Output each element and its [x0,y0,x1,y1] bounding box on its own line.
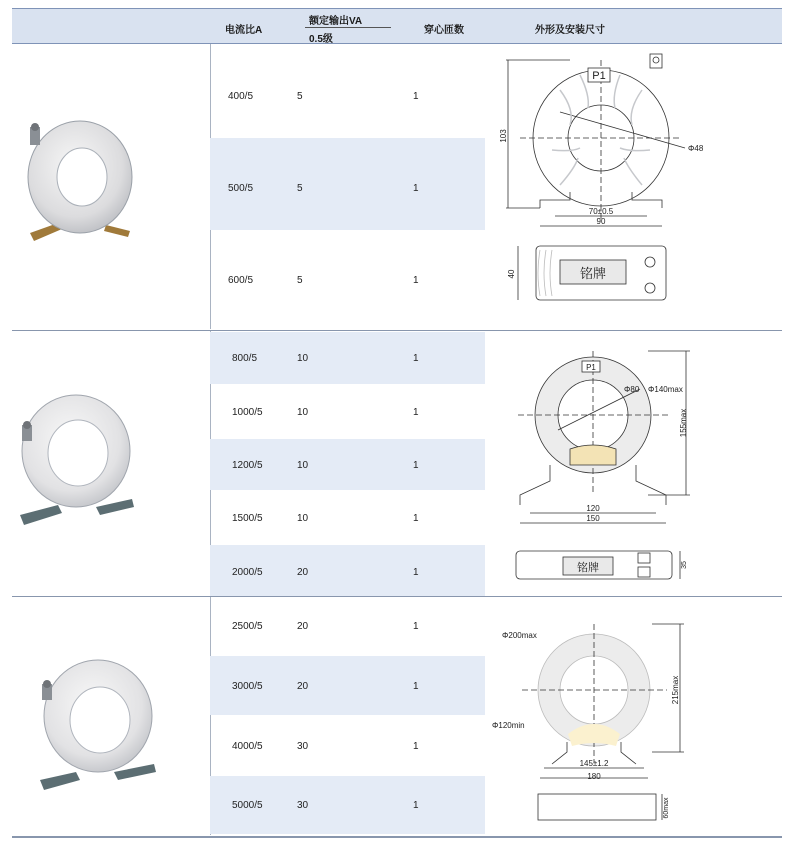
dimension-drawing-1 [500,50,720,320]
label-mount: 145±1.2 [579,759,609,768]
cell-ratio: 400/5 [228,91,254,102]
cell-va: 10 [297,460,309,471]
table-row [210,656,485,715]
cell-ratio: 1000/5 [232,407,263,418]
label-phi: Φ48 [688,144,704,153]
cell-va: 10 [297,407,309,418]
label-mount: 120 [586,504,600,513]
header-dimensions: 外形及安装尺寸 [535,25,605,36]
table-row [210,44,485,136]
cell-va: 10 [297,513,309,524]
cell-va: 20 [297,567,309,578]
cell-ratio: 2000/5 [232,567,263,578]
header-ratio: 电流比A [225,25,263,36]
header-rated-output: 额定输出VA [309,16,363,27]
table-header [12,8,782,44]
label-nameplate: 铭牌 [577,562,599,574]
label-phi-outer: Φ140max [648,385,683,394]
table-row [210,332,485,384]
cell-turns: 1 [413,681,419,692]
header-turns: 穿心匝数 [424,25,464,36]
cell-turns: 1 [413,407,419,418]
cell-turns: 1 [413,741,419,752]
cell-va: 10 [297,353,309,364]
label-phi-inner: Φ120min [492,721,525,730]
cell-ratio: 5000/5 [232,800,263,811]
table-row [210,776,485,834]
cell-turns: 1 [413,460,419,471]
table-row [210,716,485,775]
cell-va: 30 [297,741,309,752]
table-row [210,138,485,230]
group-separator [12,330,782,331]
cell-ratio: 800/5 [232,353,258,364]
cell-turns: 1 [413,621,419,632]
cell-turns: 1 [413,567,419,578]
cell-turns: 1 [413,275,419,286]
table-row [210,598,485,655]
transformer-photo-small [18,105,138,255]
label-phi-outer: Φ200max [502,631,537,640]
label-nameplate: 铭牌 [579,266,607,281]
cell-va: 5 [297,183,303,194]
label-width: 150 [586,514,600,523]
cell-ratio: 2500/5 [232,621,263,632]
cell-turns: 1 [413,353,419,364]
label-side-height: 60max [663,797,670,819]
cell-va: 30 [297,800,309,811]
label-height: 215max [671,675,680,705]
transformer-photo-medium [14,385,144,535]
cell-va: 5 [297,91,303,102]
header-class: 0.5级 [309,34,333,45]
cell-va: 20 [297,681,309,692]
cell-va: 20 [297,621,309,632]
cell-ratio: 4000/5 [232,741,263,752]
label-width: 90 [596,217,606,226]
cell-ratio: 500/5 [228,183,254,194]
dimension-drawing-3 [492,622,692,832]
cell-va: 5 [297,275,303,286]
cell-turns: 1 [413,513,419,524]
transformer-photo-large [36,650,166,795]
table-bottom-rule [12,836,782,838]
cell-ratio: 3000/5 [232,681,263,692]
label-height: 103 [499,129,508,143]
table-row [210,439,485,490]
label-p1: P1 [592,70,606,82]
label-phi-inner: Φ80 [624,385,640,394]
label-width: 180 [587,772,601,781]
table-row [210,545,485,596]
cell-turns: 1 [413,800,419,811]
cell-turns: 1 [413,183,419,194]
cell-ratio: 1500/5 [232,513,263,524]
label-side-height: 35 [681,561,688,569]
header-underline [305,27,391,28]
label-mount: 70±0.5 [588,207,614,216]
table-row [210,232,485,329]
cell-turns: 1 [413,91,419,102]
label-height: 155max [679,408,688,438]
label-p1: P1 [586,363,596,372]
group-separator [12,596,782,597]
cell-ratio: 600/5 [228,275,254,286]
table-row [210,386,485,437]
label-side-height: 40 [507,269,516,279]
dimension-drawing-2 [508,345,708,585]
table-row [210,492,485,543]
cell-ratio: 1200/5 [232,460,263,471]
